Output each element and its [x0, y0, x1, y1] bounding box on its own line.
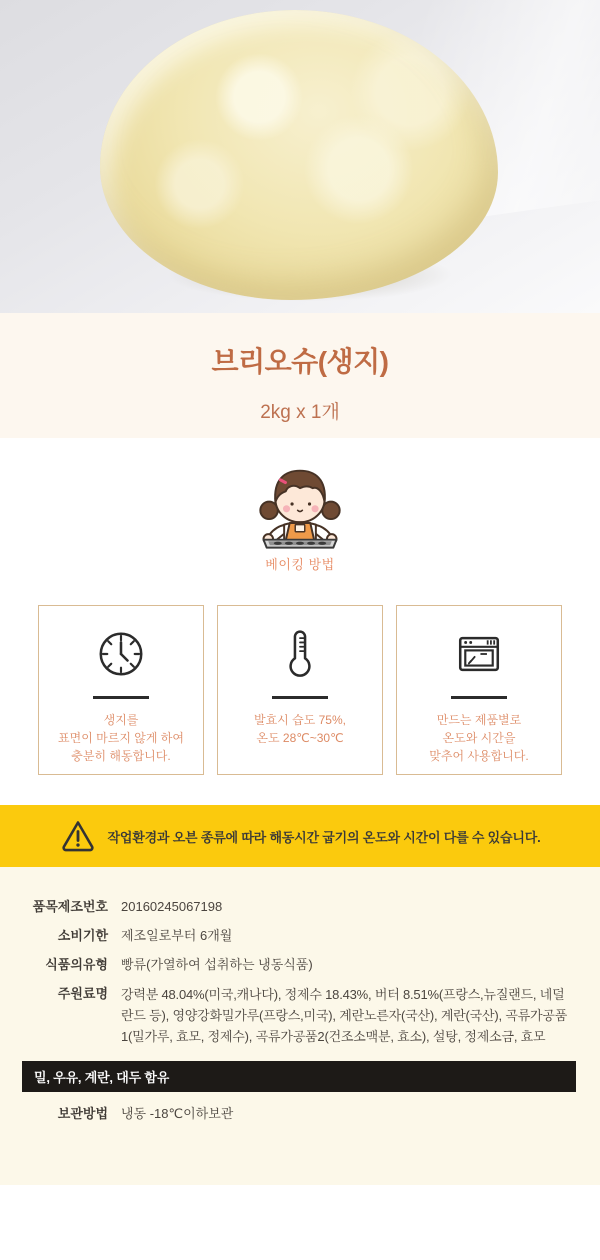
step-text-thaw	[39, 711, 203, 765]
step-box-ferment	[217, 605, 383, 775]
step-divider	[93, 696, 149, 699]
info-row-shelf-life	[22, 926, 576, 946]
step-line: 온도 28℃~30℃	[256, 731, 344, 745]
product-photo	[0, 0, 600, 313]
info-row-ingredients	[22, 984, 576, 1047]
clock-icon	[39, 628, 203, 682]
info-value: 빵류(가열하여 섭취하는 냉동식품)	[121, 957, 313, 972]
baking-steps	[38, 605, 562, 775]
oven-icon	[397, 628, 561, 682]
info-label: 주원료명	[57, 986, 108, 1001]
step-text-bake	[397, 711, 561, 765]
step-line: 표면이 마르지 않게 하여	[58, 731, 184, 745]
step-line: 만드는 제품별로	[436, 713, 522, 727]
step-divider	[451, 696, 507, 699]
allergen-bar: 밀, 우유, 계란, 대두 함유	[22, 1061, 576, 1092]
step-divider	[272, 696, 328, 699]
product-info-section	[0, 867, 600, 1185]
baking-method-section	[0, 438, 600, 805]
step-line: 온도와 시간을	[442, 731, 516, 745]
info-row-storage	[22, 1104, 576, 1124]
baking-method-label: 베이킹 방법	[265, 557, 335, 572]
warning-triangle-icon	[60, 818, 96, 854]
info-value: 제조일로부터 6개월	[121, 928, 233, 943]
step-text-ferment	[218, 711, 382, 747]
baker-girl-icon	[248, 458, 352, 550]
info-label: 품목제조번호	[32, 899, 108, 914]
step-box-thaw	[38, 605, 204, 775]
warning-text: 작업환경과 오븐 종류에 따라 해동시간 굽기의 온도와 시간이 다를 수 있습니다.	[107, 829, 541, 845]
info-label: 소비기한	[57, 928, 108, 943]
info-value: 냉동 -18℃이하보관	[121, 1106, 234, 1121]
step-line: 충분히 해동합니다.	[71, 749, 171, 763]
info-value: 20160245067198	[121, 899, 223, 914]
step-line: 맞추어 사용합니다.	[429, 749, 529, 763]
info-value-ingredients: 강력분 48.04%(미국,캐나다), 정제수 18.43%, 버터 8.51%(프랑스,뉴질랜드, 네덜란드 등), 영양강화밀가루(프랑스,미국), 계란노른자(국산), 계란(국산), 곡류가공품1(밀가루, 효모, 정제수), 곡류가공품2(건조소맥분, 효소), 설탕, 정제소금, 효모	[121, 987, 568, 1044]
title-section	[0, 313, 600, 438]
step-box-bake	[396, 605, 562, 775]
info-label: 식품의유형	[45, 957, 108, 972]
step-line: 발효시 습도 75%,	[254, 713, 346, 727]
page-title: 브리오슈(생지)	[211, 346, 389, 377]
product-quantity: 2kg x 1개	[260, 402, 340, 423]
warning-banner	[0, 805, 600, 867]
thermometer-icon	[218, 628, 382, 682]
info-row-item-number	[22, 897, 576, 917]
footer-spacer	[0, 1185, 600, 1260]
info-label: 보관방법	[57, 1106, 108, 1121]
step-line: 생지를	[103, 713, 139, 727]
info-row-food-type	[22, 955, 576, 975]
